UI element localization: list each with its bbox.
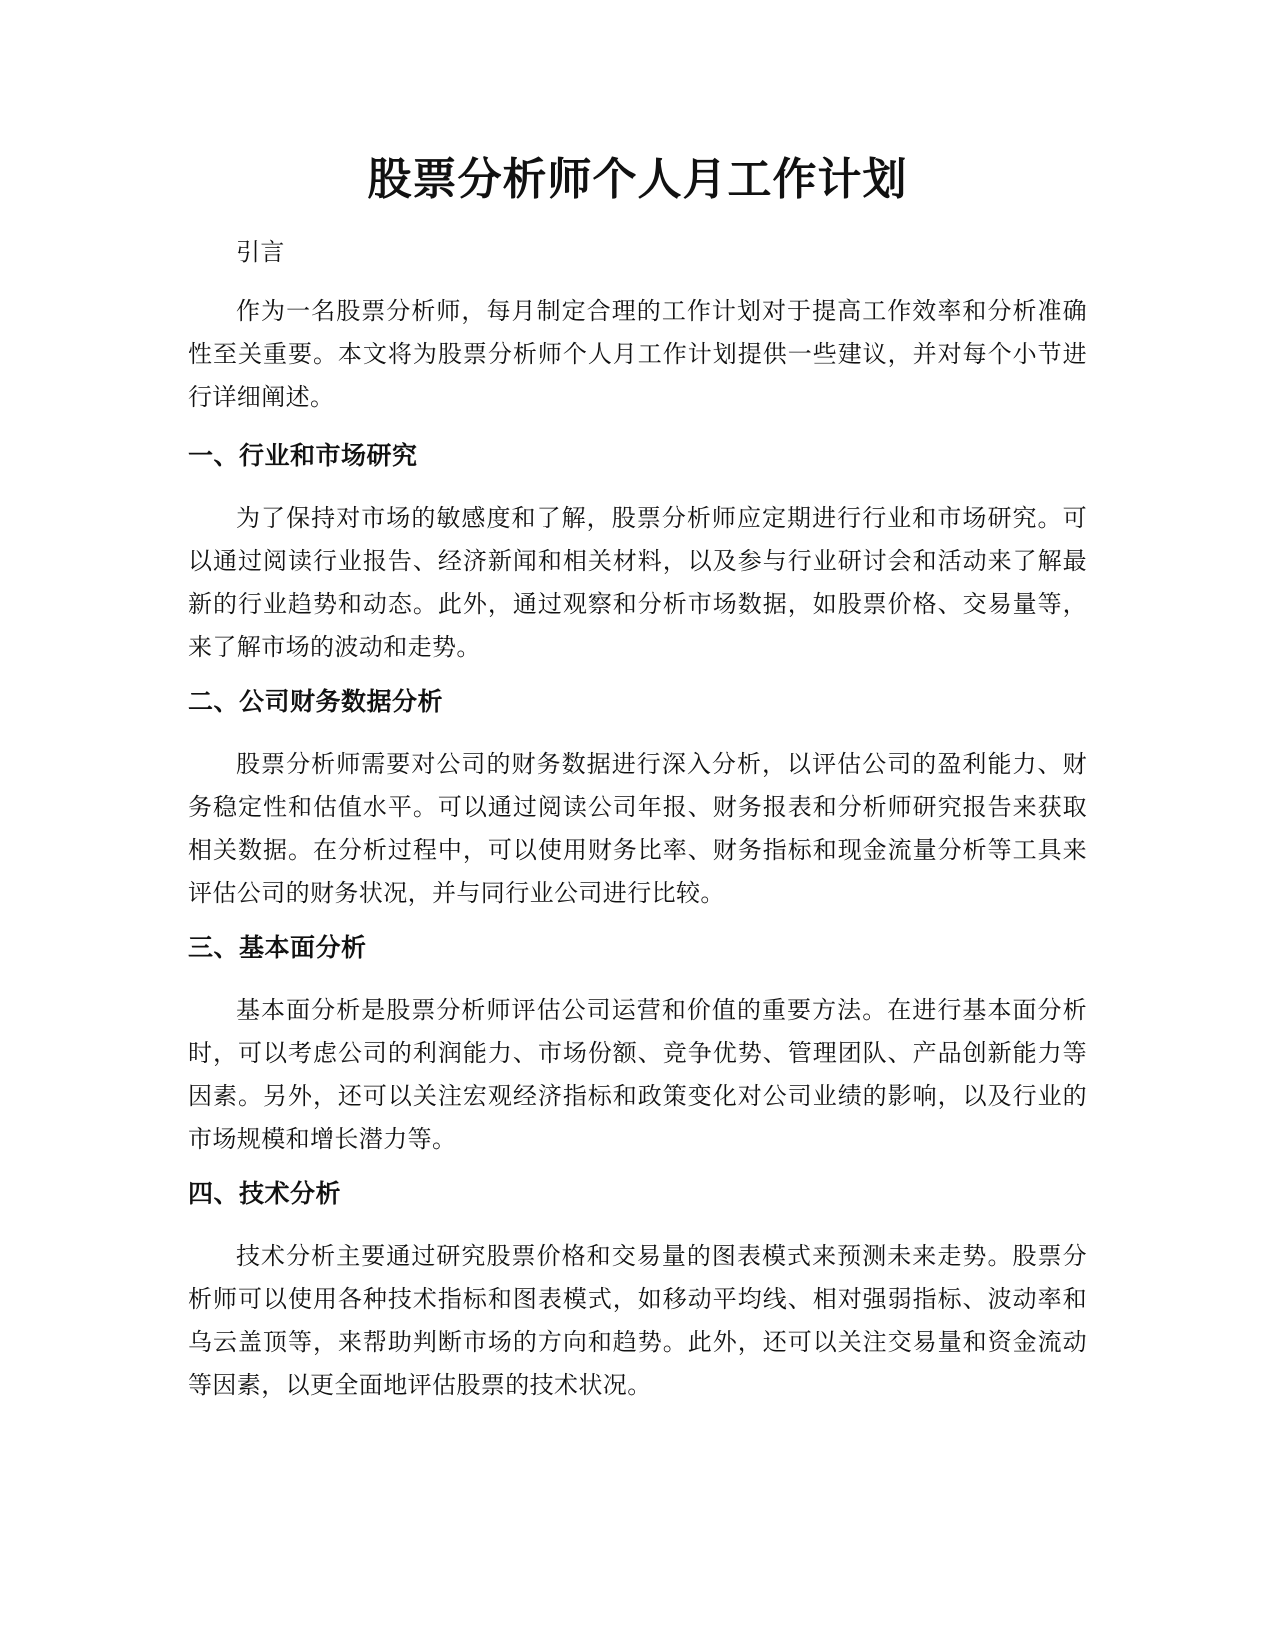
section-paragraph-technical-analysis: 技术分析主要通过研究股票价格和交易量的图表模式来预测未来走势。股票分析师可以使用各种技术指标和图表模式，如移动平均线、相对强弱指标、波动率和乌云盖顶等，来帮助判断市场的方向和趋势。此外，还可以关注交易量和资金流动等因素，以更全面地评估股票的技术状况。 xyxy=(188,1242,1087,1399)
document-title: 股票分析师个人月工作计划 xyxy=(367,154,908,205)
section-heading-industry-market: 一、行业和市场研究 xyxy=(188,441,418,470)
section-paragraph-financial-analysis: 股票分析师需要对公司的财务数据进行深入分析，以评估公司的盈利能力、财务稳定性和估值水平。可以通过阅读公司年报、财务报表和分析师研究报告来获取相关数据。在分析过程中，可以使用财务比率、财务指标和现金流量分析等工具来评估公司的财务状况，并与同行业公司进行比较。 xyxy=(188,750,1087,907)
intro-heading: 引言 xyxy=(236,238,285,266)
intro-paragraph: 作为一名股票分析师，每月制定合理的工作计划对于提高工作效率和分析准确性至关重要。本文将为股票分析师个人月工作计划提供一些建议，并对每个小节进行详细阐述。 xyxy=(188,297,1087,411)
section-heading-fundamental-analysis: 三、基本面分析 xyxy=(188,933,367,962)
section-heading-financial-analysis: 二、公司财务数据分析 xyxy=(188,687,444,716)
section-heading-technical-analysis: 四、技术分析 xyxy=(188,1179,342,1208)
section-paragraph-industry-market: 为了保持对市场的敏感度和了解，股票分析师应定期进行行业和市场研究。可以通过阅读行业报告、经济新闻和相关材料，以及参与行业研讨会和活动来了解最新的行业趋势和动态。此外，通过观察和分析市场数据，如股票价格、交易量等，来了解市场的波动和走势。 xyxy=(188,504,1087,661)
section-paragraph-fundamental-analysis: 基本面分析是股票分析师评估公司运营和价值的重要方法。在进行基本面分析时，可以考虑公司的利润能力、市场份额、竞争优势、管理团队、产品创新能力等因素。另外，还可以关注宏观经济指标和政策变化对公司业绩的影响，以及行业的市场规模和增长潜力等。 xyxy=(188,996,1087,1153)
